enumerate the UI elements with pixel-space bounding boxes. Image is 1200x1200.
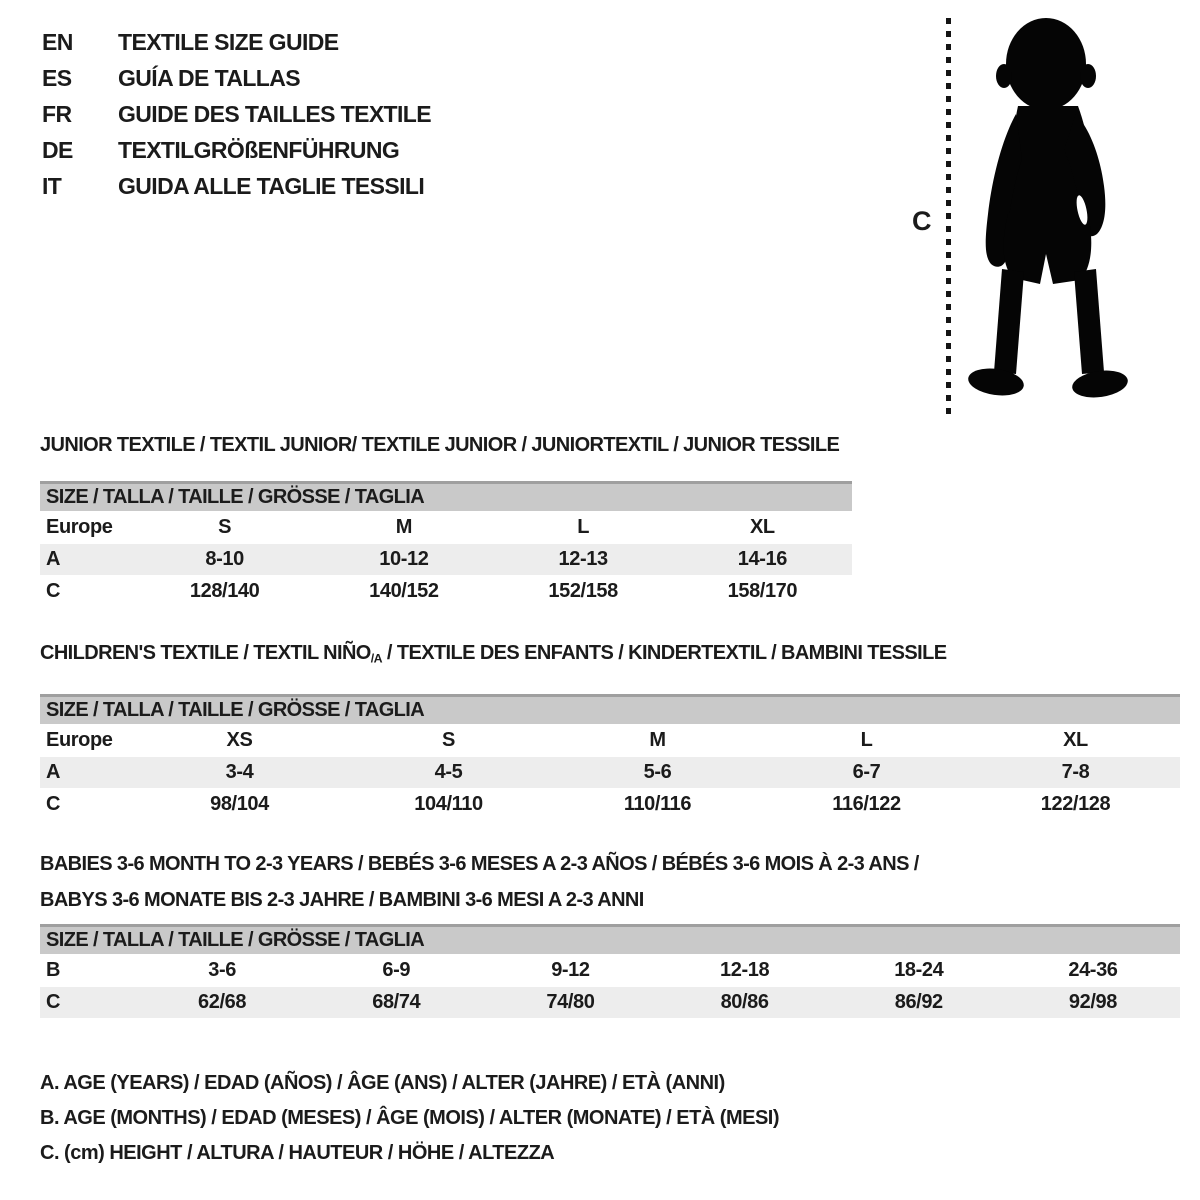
language-row-de [42, 132, 431, 168]
footnote-age-years: A. AGE (YEARS) / EDAD (AÑOS) / ÂGE (ANS) / ALTER (JAHRE) / ETÀ (ANNI) [40, 1072, 725, 1094]
row-label: B [46, 959, 61, 981]
age-cell: 14-16 [737, 548, 787, 570]
months-cell: 12-18 [720, 959, 770, 981]
section-title-junior: JUNIOR TEXTILE / TEXTIL JUNIOR/ TEXTILE JUNIOR / JUNIORTEXTIL / JUNIOR TESSILE [40, 434, 840, 456]
language-label: TEXTILE SIZE GUIDE [118, 29, 339, 55]
row-label: C [46, 991, 61, 1013]
height-label-c: C [912, 206, 932, 236]
height-dashed-line [946, 18, 951, 416]
size-cell: XL [749, 516, 775, 538]
baby-silhouette [958, 14, 1138, 414]
table-row-age [40, 757, 1180, 788]
language-code: FR [42, 101, 72, 127]
section-title-babies [40, 846, 1180, 918]
language-row-it [42, 168, 431, 204]
height-cell: 74/80 [546, 991, 595, 1013]
language-row-es [42, 60, 431, 96]
height-cell: 68/74 [372, 991, 421, 1013]
age-cell: 10-12 [379, 548, 429, 570]
height-cell: 104/110 [414, 793, 483, 816]
table-row-europe [40, 725, 1180, 756]
children-size-table [40, 694, 1180, 820]
language-code: IT [42, 173, 62, 199]
height-cell: 86/92 [894, 991, 943, 1013]
height-cell: 110/116 [623, 793, 692, 816]
size-cell: L [860, 729, 873, 752]
months-cell: 9-12 [551, 959, 590, 981]
babies-size-table [40, 924, 1180, 1018]
row-label: Europe [46, 516, 113, 538]
language-label: TEXTILGRÖßENFÜHRUNG [118, 137, 400, 163]
title-subscript: /A [370, 651, 382, 666]
months-cell: 6-9 [382, 959, 411, 981]
table-row-height [40, 789, 1180, 820]
size-cell: S [442, 729, 455, 752]
months-cell: 3-6 [208, 959, 236, 981]
table-row-age [40, 544, 852, 575]
row-label: C [46, 793, 61, 816]
title-line-2: BABYS 3-6 MONATE BIS 2-3 JAHRE / BAMBINI 3-6 MESI A 2-3 ANNI [40, 889, 644, 911]
table-row-europe [40, 512, 852, 543]
size-cell: M [395, 516, 412, 538]
age-cell: 7-8 [1061, 761, 1090, 784]
months-cell: 18-24 [894, 959, 944, 981]
height-cell: 62/68 [198, 991, 247, 1013]
row-label: C [46, 580, 61, 602]
height-cell: 80/86 [720, 991, 769, 1013]
height-cell: 158/170 [727, 580, 798, 602]
language-label: GUIDE DES TAILLES TEXTILE [118, 101, 431, 127]
section-children [40, 641, 1180, 820]
size-cell: L [577, 516, 590, 538]
row-label: A [46, 761, 61, 784]
height-cell: 122/128 [1040, 793, 1111, 816]
age-cell: 8-10 [205, 548, 244, 570]
junior-size-table [40, 481, 852, 607]
age-cell: 5-6 [643, 761, 672, 784]
height-cell: 140/152 [369, 580, 439, 602]
height-cell: 92/98 [1068, 991, 1117, 1013]
footnote-height-cm: C. (cm) HEIGHT / ALTURA / HAUTEUR / HÖHE / ALTEZZA [40, 1142, 555, 1164]
section-junior [40, 433, 852, 607]
months-cell: 24-36 [1068, 959, 1118, 981]
language-label: GUIDA ALLE TAGLIE TESSILI [118, 173, 425, 199]
language-code: ES [42, 65, 72, 91]
size-cell: XL [1063, 729, 1088, 752]
row-label: A [46, 548, 61, 570]
age-cell: 6-7 [852, 761, 881, 784]
age-cell: 12-13 [558, 548, 608, 570]
table-row-months [40, 955, 1180, 986]
section-babies [40, 846, 1180, 1018]
language-row-fr [42, 96, 431, 132]
size-table-header: SIZE / TALLA / TAILLE / GRÖSSE / TAGLIA [40, 924, 1180, 954]
language-row-en [42, 24, 431, 60]
row-label: Europe [46, 729, 113, 752]
title-line-1: BABIES 3-6 MONTH TO 2-3 YEARS / BEBÉS 3-6 MESES A 2-3 AÑOS / BÉBÉS 3-6 MOIS À 2-3 ANS / [40, 853, 919, 875]
height-cell: 116/122 [832, 793, 901, 816]
height-cell: 152/158 [548, 580, 618, 602]
table-row-height [40, 576, 852, 607]
size-cell: XS [226, 729, 253, 752]
language-header [42, 24, 431, 204]
age-cell: 4-5 [434, 761, 463, 784]
height-cell: 98/104 [210, 793, 269, 816]
language-code: DE [42, 137, 73, 163]
height-cell: 128/140 [189, 580, 260, 602]
table-row-height [40, 987, 1180, 1018]
size-table-header: SIZE / TALLA / TAILLE / GRÖSSE / TAGLIA [40, 694, 1180, 724]
legend-footnotes [40, 1066, 779, 1171]
footnote-age-months: B. AGE (MONTHS) / EDAD (MESES) / ÂGE (MOIS) / ALTER (MONATE) / ETÀ (MESI) [40, 1107, 780, 1129]
title-part: / TEXTILE DES ENFANTS / KINDERTEXTIL / BAMBINI TESSILE [381, 642, 947, 664]
language-code: EN [42, 29, 73, 55]
age-cell: 3-4 [225, 761, 254, 784]
size-cell: M [649, 729, 666, 752]
size-table-header: SIZE / TALLA / TAILLE / GRÖSSE / TAGLIA [40, 481, 852, 511]
size-cell: S [218, 516, 232, 538]
section-title-children [40, 641, 1180, 670]
title-part: CHILDREN'S TEXTILE / TEXTIL NIÑO [40, 642, 371, 664]
language-label: GUÍA DE TALLAS [118, 65, 300, 91]
